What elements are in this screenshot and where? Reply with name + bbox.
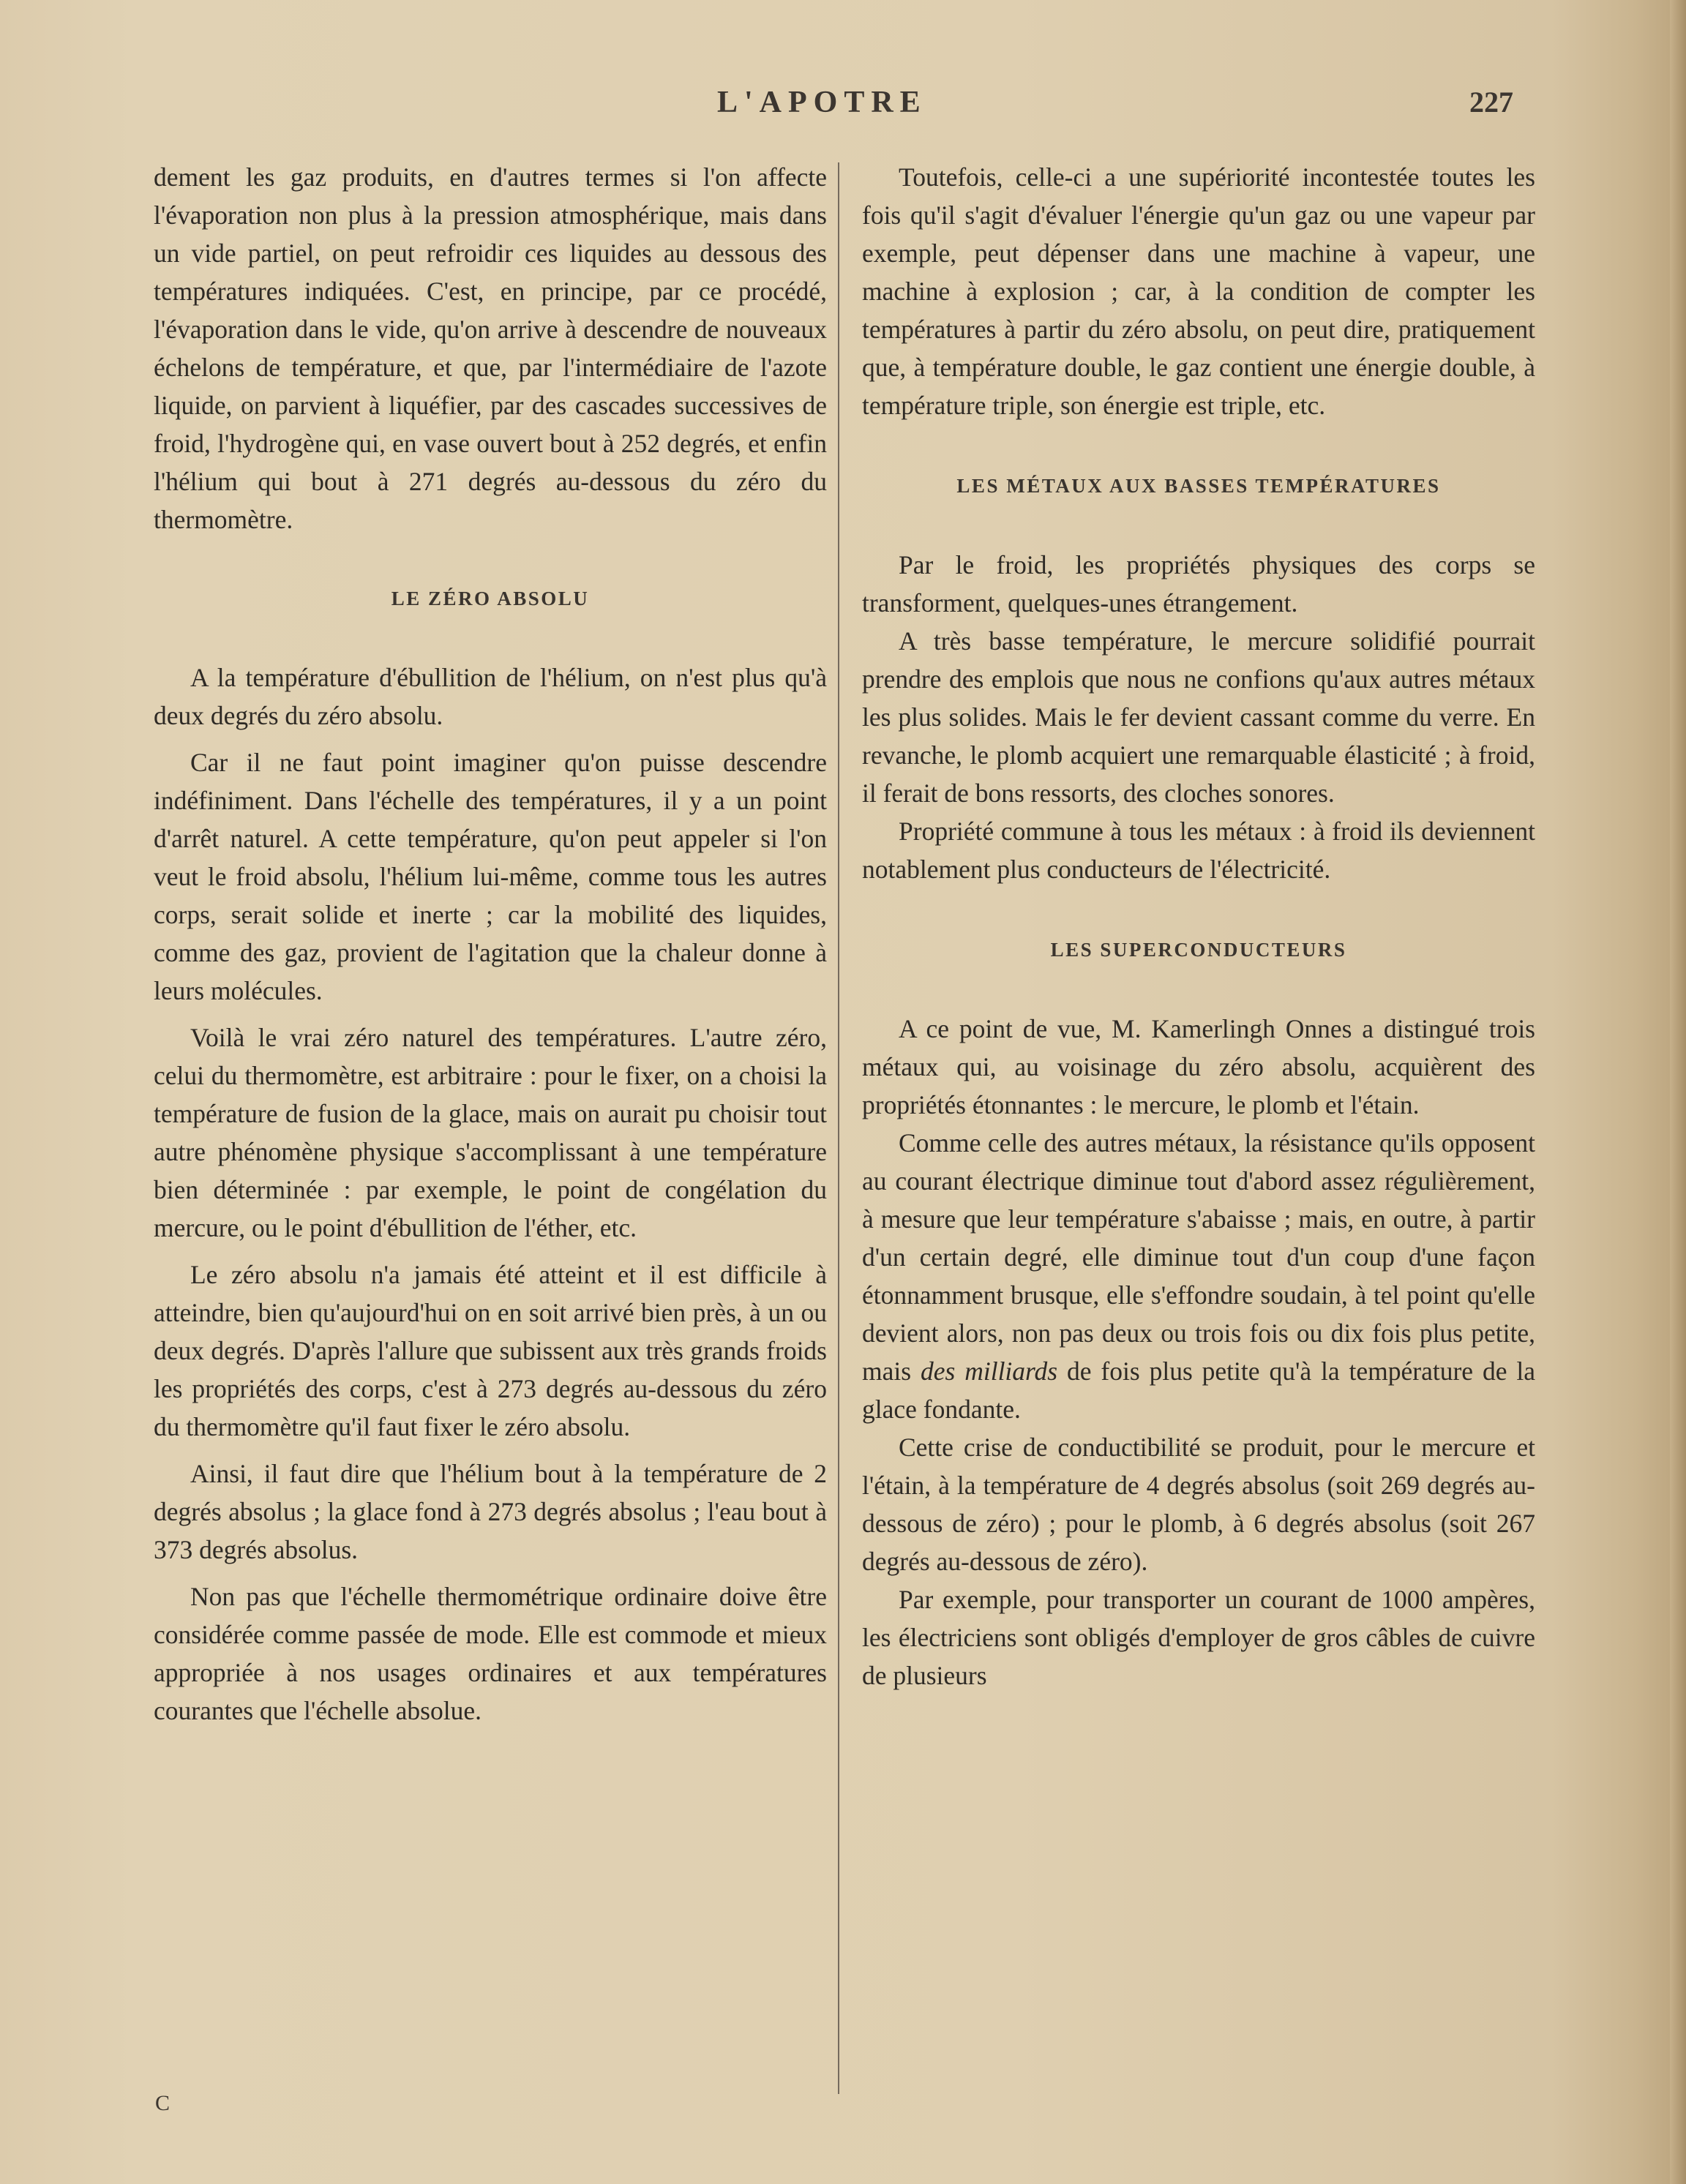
running-title: L'APOTRE [717,86,927,119]
right-paragraph-1: Toutefois, celle-ci a une supériorité incontestée toutes les fois qu'il s'agit d'évaluer l'énergie qu'un gaz ou une vapeur par exemple, peut dépenser dans une machine à vapeur, une machine à explosion ; car, à la condition de compter les températures à partir du zéro absolu, on peut dire, pratiquement que, à température double, le gaz contient une énergie double, à température triple, son énergie est triple, etc. [862,162,1535,420]
page-number: 227 [1469,86,1513,119]
page-header [0,80,1686,124]
right-paragraph-7: Cette crise de conductibilité se produit, pour le mercure et l'étain, à la température de 4 degrés absolus (soit 269 degrés au-dessous de zéro) ; pour le plomb, à 6 degrés absolus (soit 267 degrés au-dessous de zéro). [862,1433,1535,1576]
left-paragraph-6: Ainsi, il faut dire que l'hélium bout à la température de 2 degrés absolus ; la glace fond à 273 degrés absolus ; l'eau bout à 373 degrés absolus. [154,1459,827,1564]
left-column [154,158,827,1730]
left-paragraph-2: A la température d'ébullition de l'hélium, on n'est plus qu'à deux degrés du zéro absolu. [154,663,827,730]
left-paragraph-7: Non pas que l'échelle thermométrique ordinaire doive être considérée comme passée de mode. Elle est commode et mieux appropriée à nos usages ordinaires et aux températures courantes que l'échelle absolue. [154,1582,827,1725]
right-paragraph-6-end: de fois plus petite qu'à la température de la glace fondante. [862,1356,1535,1424]
left-paragraph-3: Car il ne faut point imaginer qu'on puisse descendre indéfiniment. Dans l'échelle des températures, il y a un point d'arrêt naturel. A cette température, qu'on peut appeler si l'on veut le froid absolu, l'hélium lui-même, comme tous les autres corps, serait solide et inerte ; car la mobilité des liquides, comme des gaz, provient de l'agitation que la chaleur donne à leurs molécules. [154,748,827,1005]
right-paragraph-6 [862,1124,1535,1428]
right-column [862,158,1535,1695]
column-divider [838,162,839,2094]
right-paragraph-4: Propriété commune à tous les métaux : à froid ils deviennent notablement plus conducteurs de l'électricité. [862,817,1535,884]
right-paragraph-3: A très basse température, le mercure solidifié pourrait prendre des emplois que nous ne confions qu'aux autres métaux les plus solides. Mais le fer devient cassant comme du verre. En revanche, le plomb acquiert une remarquable élasticité ; à froid, il ferait de bons ressorts, des cloches sonores. [862,626,1535,808]
left-paragraph-1: dement les gaz produits, en d'autres termes si l'on affecte l'évaporation non plus à la pression atmosphérique, mais dans un vide partiel, on peut refroidir ces liquides au dessous des températures indiquées. C'est, en principe, par ce procédé, l'évaporation dans le vide, qu'on arrive à descendre de nouveaux échelons de température, et que, par l'intermédiaire de l'azote liquide, on parvient à liquéfier, par des cascades successives de froid, l'hydrogène qui, en vase ouvert bout à 252 degrés, et enfin l'hélium qui bout à 271 degrés au-dessous du zéro du thermomètre. [154,162,827,534]
right-paragraph-8: Par exemple, pour transporter un courant de 1000 ampères, les électriciens sont obligés d'employer de gros câbles de cuivre de plusieurs [862,1585,1535,1690]
section-heading-zero-absolu: LE ZÉRO ABSOLU [391,588,590,609]
right-paragraph-2: Par le froid, les propriétés physiques des corps se transforment, quelques-unes étrangement. [862,550,1535,618]
signature-mark: C [155,2091,171,2115]
right-paragraph-5: A ce point de vue, M. Kamerlingh Onnes a distingué trois métaux qui, au voisinage du zéro absolu, acquièrent des propriétés étonnantes : le mercure, le plomb et l'étain. [862,1014,1535,1119]
right-paragraph-6-start: Comme celle des autres métaux, la résistance qu'ils opposent au courant électrique diminue tout d'abord assez régulièrement, à mesure que leur température s'abaisse ; mais, en outre, à partir d'un certain degré, elle diminue tout d'un coup d'une façon étonnamment brusque, elle s'effondre soudain, à tel point qu'elle devient alors, non pas deux ou trois fois ou dix fois plus petite, mais [862,1128,1535,1386]
left-paragraph-4: Voilà le vrai zéro naturel des températures. L'autre zéro, celui du thermomètre, est arbitraire : pour le fixer, on a choisi la température de fusion de la glace, mais on aurait pu choisir tout autre phénomène physique s'accomplissant à une température bien déterminée : par exemple, le point de congélation du mercure, ou le point d'ébullition de l'éther, etc. [154,1023,827,1242]
section-heading-metaux: LES MÉTAUX AUX BASSES TEMPÉRATURES [956,475,1441,497]
section-heading-superconducteurs: LES SUPERCONDUCTEURS [1050,939,1347,961]
left-paragraph-5: Le zéro absolu n'a jamais été atteint et il est difficile à atteindre, bien qu'aujourd'hui on en soit arrivé bien près, à un ou deux degrés. D'après l'allure que subissent aux très grands froids les propriétés des corps, c'est à 273 degrés au-dessous du zéro du thermomètre qu'il faut fixer le zéro absolu. [154,1260,827,1441]
emphasis-milliards: des milliards [920,1356,1058,1386]
page-edge [1670,0,1686,2184]
